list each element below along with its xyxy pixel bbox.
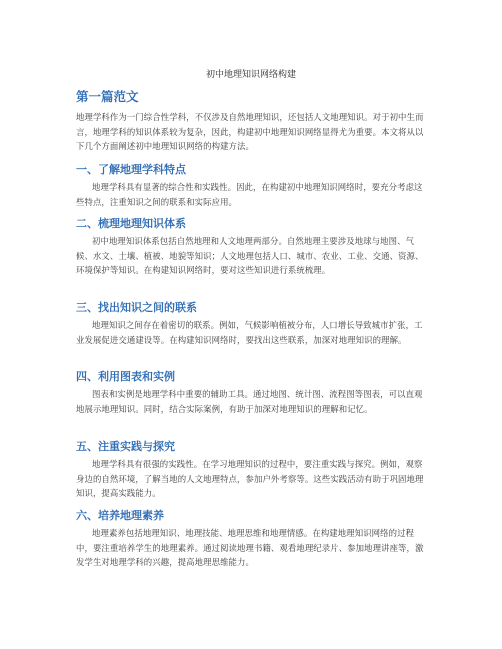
document-title: 初中地理知识网络构建: [205, 70, 296, 80]
section-body-6: 地理素养包括地理知识、地理技能、地理思维和地理情感。在构建地理知识网络的过程中，要注重培养学生的地理素养。通过阅读地理书籍、观看地理纪录片、参加地理讲座等，激发学生对地理学科的兴趣，提高地理思维能力。: [76, 528, 424, 568]
main-heading: 第一篇范文: [76, 89, 139, 104]
section-body-5: 地理学科具有很强的实践性。在学习地理知识的过程中，要注重实践与探究。例如，观察身边的自然环境，了解当地的人文地理特点，参加户外考察等。这些实践活动有助于巩固地理知识，提高实践能力。: [76, 459, 424, 499]
section-heading-4: 四、利用图表和实例: [76, 370, 175, 383]
section-heading-2: 二、梳理地理知识体系: [76, 217, 186, 230]
section-body-2: 初中地理知识体系包括自然地理和人文地理两部分。自然地理主要涉及地球与地图、气候、水文、土壤、植被、地貌等知识；人文地理包括人口、城市、农业、工业、交通、资源、环境保护等知识。在构建知识网络时，要对这些知识进行系统梳理。: [76, 236, 424, 276]
section-body-4: 图表和实例是地理学科中重要的辅助工具。通过地图、统计图、流程图等图表，可以直观地展示地理知识。同时，结合实际案例，有助于加深对地理知识的理解和记忆。: [76, 389, 423, 414]
section-heading-5: 五、注重实践与探究: [76, 440, 175, 453]
section-body-3: 地理知识之间存在着密切的联系。例如，气候影响植被分布，人口增长导致城市扩张，工业发展促进交通建设等。在构建知识网络时，要找出这些联系，加深对地理知识的理解。: [76, 320, 423, 345]
section-heading-3: 三、找出知识之间的联系: [76, 301, 197, 314]
section-heading-1: 一、了解地理学科特点: [76, 163, 186, 176]
section-body-1: 地理学科具有显著的综合性和实践性。因此，在构建初中地理知识网络时，要充分考虑这些特点，注重知识之间的联系和实际应用。: [76, 182, 423, 207]
section-heading-6: 六、培养地理素养: [76, 509, 164, 522]
intro-paragraph: 地理学科作为一门综合性学科，不仅涉及自然地理知识，还包括人文地理知识。对于初中生而言，地理学科的知识体系较为复杂，因此，构建初中地理知识网络显得尤为重要。本文将从以下几个方面阐述初中地理知识网络的构建方法。: [76, 112, 424, 152]
